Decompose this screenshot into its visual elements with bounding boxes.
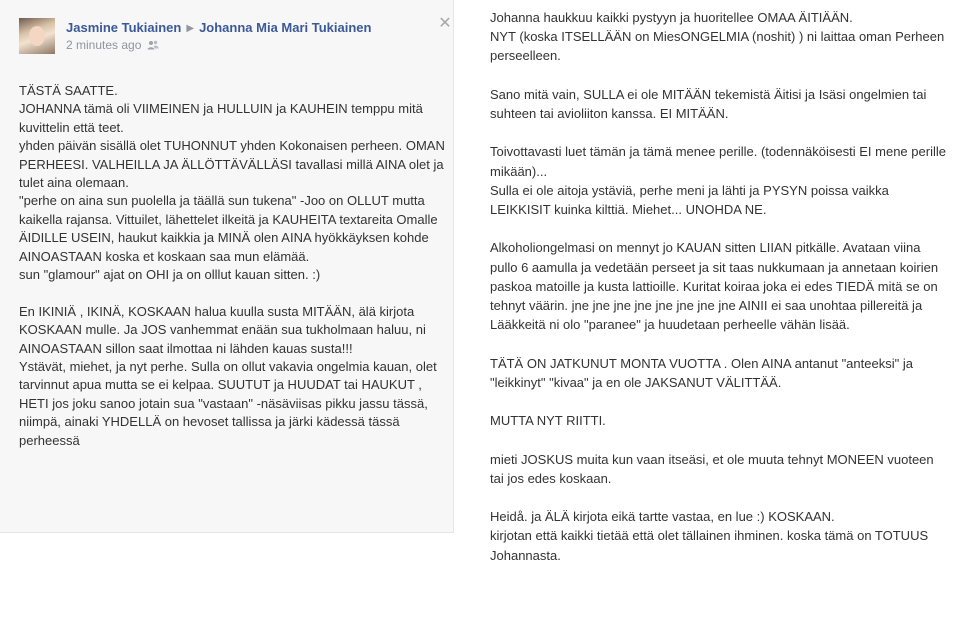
- post-meta: [66, 38, 159, 52]
- message-paragraph: Johanna haukkuu kaikki pystyyn ja huoritellee OMAA ÄITIÄÄN. NYT (koska ITSELLÄÄN on MiesONGELMIA (noshit) ) ni laittaa oman Perheen perseelleen.: [490, 10, 945, 64]
- post-names: [66, 20, 371, 35]
- avatar[interactable]: [19, 18, 55, 54]
- continued-message: [490, 8, 950, 565]
- message-paragraph: Toivottavasti luet tämän ja tämä menee perille. (todennäköisesti EI mene perille mikään)... Sulla ei ole aitoja ystäviä, perhe meni ja lähti ja PYSYN poissa vaikka LEIKKISIT kuinka kilttiä. Miehet... UNOHDA NE.: [490, 144, 946, 217]
- author-link[interactable]: Jasmine Tukiainen: [66, 20, 182, 35]
- post-message: [19, 82, 449, 450]
- triangle-right-icon: ▶: [186, 23, 195, 34]
- message-paragraph: MUTTA NYT RIITTI.: [490, 413, 606, 429]
- friends-icon[interactable]: [147, 40, 159, 50]
- timestamp-link[interactable]: 2 minutes ago: [66, 38, 142, 52]
- avatar-face: [29, 26, 45, 46]
- post-header: [19, 18, 444, 58]
- post-paragraph: TÄSTÄ SAATTE. JOHANNA tämä oli VIIMEINEN ja HULLUIN ja KAUHEIN temppu mitä kuvittelin että teet. yhden päivän sisällä olet TUHONNUT yhden Kokonaisen perheen. OMAN PERHEESI. VALHEILLA JA ÄLLÖTTÄVÄLLÄSI tavallasi millä AINA olet ja tulet aina olemaan. "perhe on aina sun puolella ja täällä sun tukena" -Joo on OLLUT mutta kaikella rajansa. Vittuilet, lähettelet ilkeitä ja KAUHEITA textareita Omalle ÄIDILLE USEIN, haukut kaikkia ja MINÄ olen AINA hyökkäyksen kohde AINOASTAAN koska et koskaan saa mun elämää. sun "glamour" ajat on OHI ja on olllut kauan sitten. :): [19, 83, 445, 283]
- message-paragraph: Sano mitä vain, SULLA ei ole MITÄÄN tekemistä Äitisi ja Isäsi ongelmien tai suhteen tai avioliiton kanssa. EI MITÄÄN.: [490, 86, 927, 121]
- message-paragraph: TÄTÄ ON JATKUNUT MONTA VUOTTA . Olen AINA antanut "anteeksi" ja "leikkinyt" "kivaa" ja en ole JAKSANUT VÄLITTÄÄ.: [490, 355, 913, 390]
- message-paragraph: Heidå. ja ÄLÄ kirjota eikä tartte vastaa, en lue :) KOSKAAN. kirjotan että kaikki tietää että olet tällainen ihminen. koska tämä on TOTUUS Johannasta.: [490, 509, 929, 563]
- message-paragraph: mieti JOSKUS muita kun vaan itseäsi, et ole muuta tehnyt MONEEN vuoteen tai jos edes koskaan.: [490, 451, 934, 486]
- post-panel: [0, 0, 454, 533]
- recipient-link[interactable]: Johanna Mia Mari Tukiainen: [199, 20, 372, 35]
- message-paragraph: Alkoholiongelmasi on mennyt jo KAUAN sitten LIIAN pitkälle. Avataan viina pullo 6 aamulla ja vedetään perseet ja sit taas nukkumaan ja annetaan koirien paskoa matoille ja kusta lattioille. Kuritat koiraa joka ei edes TIEDÄ mitä se on tehnyt väärin. jne jne jne jne jne jne jne jne AINII ei saa unohtaa pillereitä ja Lääkkeitä ni olo "paranee" ja huudetaan perheelle vähän lisää.: [490, 240, 939, 333]
- close-icon[interactable]: ✕: [438, 15, 452, 32]
- post-paragraph: En IKINIÄ , IKINÄ, KOSKAAN halua kuulla susta MITÄÄN, älä kirjota KOSKAAN mulle. Ja JOS vanhemmat enään sua tukholmaan haluu, ni AINOASTAAN sillon saat ilmottaa ni lähden kauas susta!!! Ystävät, miehet, ja nyt perhe. Sulla on ollut vakavia ongelmia kauan, olet tarvinnut apua mutta se ei kelpaa. SUUTUT ja HUUDAT tai HAUKUT , HETI jos joku sanoo jotain sua "vastaan" -näsäviisas pikku jassu tässä, niimpä, ainaki YHDELLÄ on hevoset tallissa ja järki kädessä tässä perheessä: [19, 303, 437, 448]
